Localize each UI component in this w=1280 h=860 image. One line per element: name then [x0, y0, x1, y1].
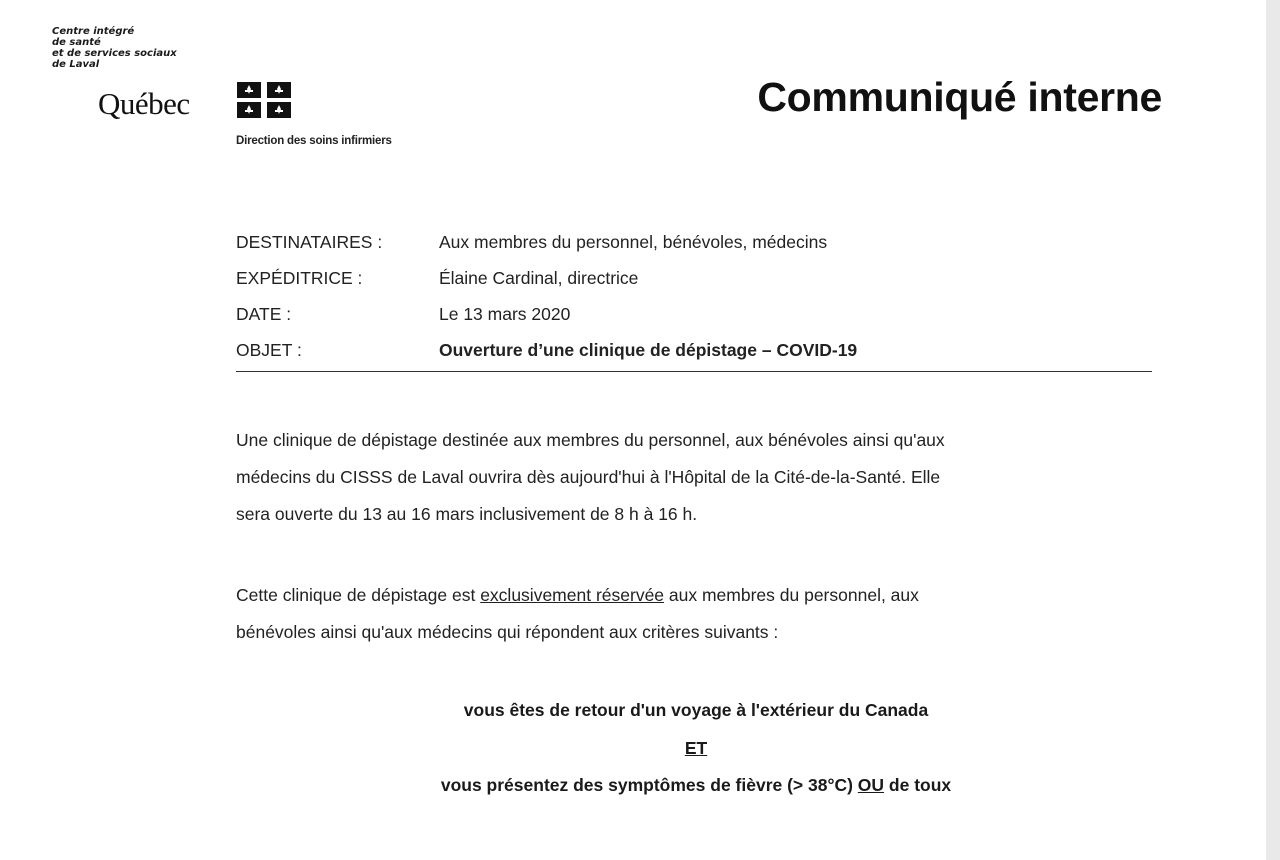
header-value: Le 13 mars 2020: [439, 303, 571, 324]
header-row-subject: [236, 332, 1152, 368]
header-row-sender: [236, 260, 1152, 296]
criterion-symptoms: [236, 775, 1156, 796]
subject-value: Ouverture d’une clinique de dépistage – COVID-19: [439, 339, 858, 360]
header-row-recipients: [236, 224, 1152, 260]
organization-name: [52, 26, 232, 70]
quebec-flag-icon: [236, 81, 292, 119]
department-name: Direction des soins infirmiers: [236, 135, 392, 147]
paragraph-line: médecins du CISSS de Laval ouvrira dès aujourd'hui à l'Hôpital de la Cité-de-la-Santé. Elle: [236, 467, 941, 487]
text-segment: Cette clinique de dépistage est: [236, 585, 481, 605]
criterion-conjunction: [236, 738, 1156, 759]
header-label: DATE :: [236, 303, 292, 324]
header-value: Élaine Cardinal, directrice: [439, 267, 639, 288]
text-segment: de toux: [884, 775, 952, 795]
conjunction-or: OU: [857, 775, 885, 795]
criterion-travel: vous êtes de retour d'un voyage à l'extérieur du Canada: [463, 700, 929, 720]
org-line: de Laval: [52, 59, 100, 70]
org-line: Centre intégré: [52, 26, 135, 37]
header-divider: [236, 371, 1152, 372]
paragraph-line: [236, 577, 1156, 614]
text-segment: vous présentez des symptômes de fièvre (> 38°C): [440, 775, 858, 795]
document-title: Communiqué interne: [757, 74, 1162, 120]
body-paragraph-1: [236, 422, 1156, 533]
conjunction-and: ET: [684, 738, 708, 758]
text-segment: aux membres du personnel, aux: [664, 585, 919, 605]
quebec-wordmark: Québec: [98, 86, 190, 121]
paragraph-line: sera ouverte du 13 au 16 mars inclusivement de 8 h à 16 h.: [236, 504, 698, 524]
page-edge: [1266, 0, 1280, 860]
org-line: de santé: [52, 37, 101, 48]
emphasis-underlined: exclusivement réservée: [480, 585, 665, 605]
header-value: Aux membres du personnel, bénévoles, médecins: [439, 231, 828, 252]
header-label: EXPÉDITRICE :: [236, 267, 363, 288]
header-label: DESTINATAIRES :: [236, 231, 383, 252]
header-row-date: [236, 296, 1152, 332]
paragraph-line: Une clinique de dépistage destinée aux membres du personnel, aux bénévoles ainsi qu'aux: [236, 430, 945, 450]
header-label: OBJET :: [236, 339, 302, 360]
memo-header: [236, 224, 1152, 368]
paragraph-line: bénévoles ainsi qu'aux médecins qui répondent aux critères suivants :: [236, 622, 779, 642]
org-line: et de services sociaux: [52, 48, 177, 59]
body-paragraph-2: [236, 577, 1156, 651]
